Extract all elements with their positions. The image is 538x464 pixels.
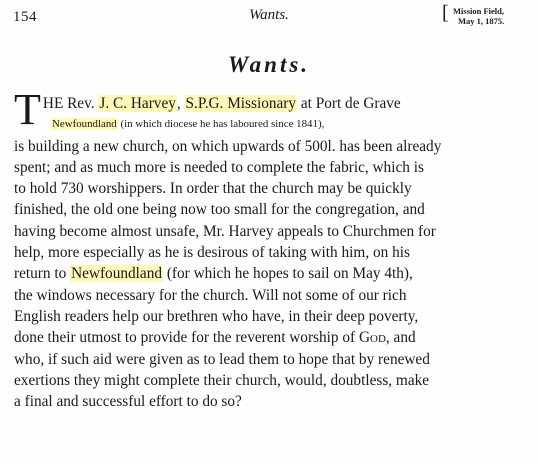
body-text-span: return to bbox=[14, 265, 71, 283]
body-line-10: the windows necessary for the church. Will not some of our rich bbox=[14, 286, 407, 304]
body-line-3: is building a new church, on which upwards of 500l. has been already bbox=[14, 137, 442, 155]
body-line-7: having become almost unsafe, Mr. Harvey appeals to Churchmen for bbox=[14, 222, 436, 240]
body-line-11: English readers help our brethren who have, in their deep poverty, bbox=[14, 307, 419, 325]
body-line-14: exertions they might complete their church, would, doubtless, make bbox=[14, 371, 430, 389]
body-text-span: at Port de Grave bbox=[297, 95, 401, 112]
article-body bbox=[14, 85, 524, 412]
highlight-place: Newfoundland bbox=[71, 265, 162, 283]
body-line-12 bbox=[14, 327, 524, 348]
highlight-place: Newfoundland bbox=[52, 118, 117, 131]
body-text-span: (for which he hopes to sail on May 4th), bbox=[163, 265, 413, 283]
source-note-line1: Mission Field, bbox=[453, 6, 505, 16]
body-text-span: done their utmost to provide for the reverent worship of bbox=[14, 329, 359, 347]
highlight-role: S.P.G. Missionary bbox=[185, 95, 297, 112]
article-title: Wants. bbox=[227, 52, 311, 77]
running-head: Wants. bbox=[249, 7, 289, 23]
body-line-2 bbox=[14, 114, 524, 135]
body-line-1 bbox=[14, 93, 524, 114]
body-text-span: , bbox=[176, 95, 185, 112]
body-line-9 bbox=[14, 263, 524, 284]
body-text-span: (in which diocese he has laboured since 1841), bbox=[117, 118, 325, 131]
source-note-line2: May 1, 1875. bbox=[458, 16, 505, 26]
page-number: 154 bbox=[13, 9, 37, 25]
body-line-6: finished, the old one being now too small for the congregation, and bbox=[14, 201, 425, 219]
small-caps-word: God bbox=[358, 329, 386, 347]
drop-cap: T bbox=[14, 85, 41, 134]
highlight-name: J. C. Harvey bbox=[99, 95, 176, 112]
body-line-15: a final and successful effort to do so? bbox=[14, 393, 242, 411]
body-line-8: help, more especially as he is desirous of taking with him, on his bbox=[14, 244, 410, 262]
body-text-span: , and bbox=[385, 329, 416, 347]
source-note bbox=[442, 2, 528, 26]
body-line-13: who, if such aid were given as to lead them to hope that by renewed bbox=[14, 350, 430, 368]
body-line-5: to hold 730 worshippers. In order that the church may be quickly bbox=[14, 180, 412, 198]
body-line-4: spent; and as much more is needed to complete the fabric, which is bbox=[14, 158, 424, 176]
bracket-icon: [ bbox=[442, 2, 449, 24]
body-text-span: HE Rev. bbox=[42, 95, 99, 112]
